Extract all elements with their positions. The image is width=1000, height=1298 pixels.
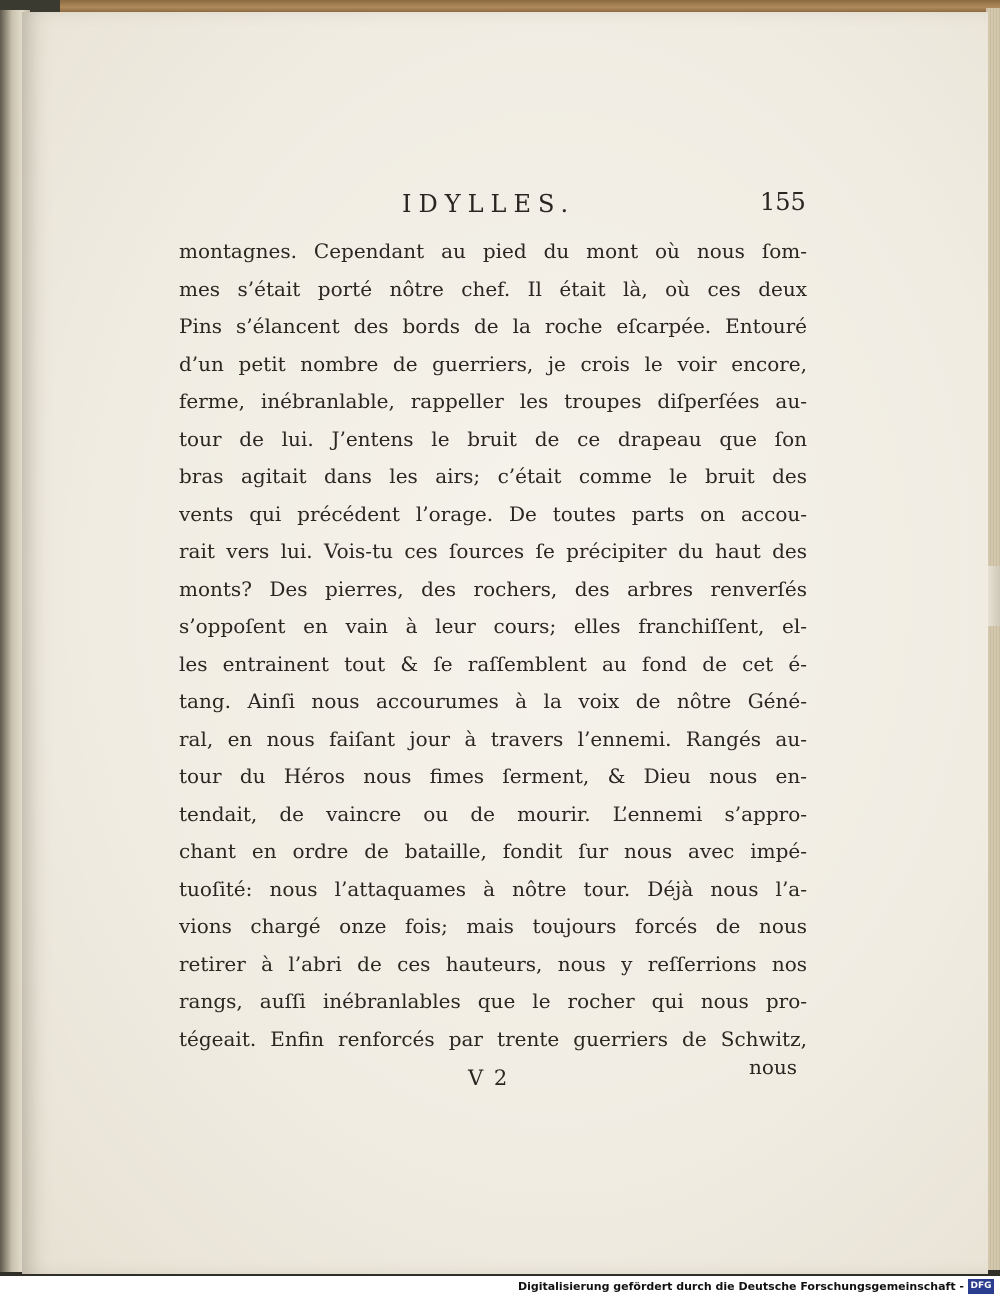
text-line: tour de lui. J’entens le bruit de ce drapeau que ſon (179, 426, 807, 451)
text-line: mes s’était porté nôtre chef. Il était là, où ces deux (179, 276, 807, 301)
text-line: chant en ordre de bataille, fondit ſur nous avec impé- (179, 839, 807, 863)
text-line: retirer à l’abri de ces hauteurs, nous y reſſerrions nos (179, 951, 807, 976)
text-line: tuoſité: nous l’attaquames à nôtre tour. Déjà nous l’a- (179, 876, 807, 901)
right-page-edges (986, 8, 1000, 1270)
running-head: IDYLLES. (402, 190, 576, 218)
text-line: tendait, de vaincre ou de mourir. L’ennemi s’appro- (179, 801, 807, 826)
body-text (179, 233, 807, 1058)
text-line: Pins s’élancent des bords de la roche eſcarpée. Entouré (179, 314, 807, 338)
text-line: bras agitait dans les airs; c’était comme le bruit des (179, 464, 807, 488)
text-line: tégeait. Enfin renforcés par trente guerriers de Schwitz, (179, 1026, 807, 1051)
text-line: rangs, auſſi inébranlables que le rocher qui nous pro- (179, 989, 807, 1013)
text-line: vents qui précédent l’orage. De toutes parts on accou- (179, 501, 807, 526)
signature-mark: V 2 (468, 1066, 510, 1090)
text-line: vions chargé onze fois; mais toujours forcés de nous (179, 914, 807, 938)
catchword: nous (749, 1055, 798, 1079)
text-line: tour du Héros nous fimes ſerment, & Dieu nous en- (179, 764, 807, 788)
text-line: s’oppoſent en vain à leur cours; elles franchiſſent, el- (179, 614, 807, 638)
text-line: ral, en nous faiſant jour à travers l’ennemi. Rangés au- (179, 726, 807, 751)
text-line: d’un petit nombre de guerriers, je crois le voir encore, (179, 351, 807, 376)
text-line: ferme, inébranlable, rappeller les troupes diſperſées au- (179, 389, 807, 413)
book-page (22, 12, 988, 1274)
text-line: les entrainent tout & ſe raſſemblent au fond de cet é- (179, 651, 807, 676)
text-line: rait vers lui. Vois-tu ces ſources ſe précipiter du haut des (179, 539, 807, 563)
dfg-logo-icon: DFG (968, 1279, 994, 1294)
text-line: monts? Des pierres, des rochers, des arbres renverſés (179, 576, 807, 601)
text-line: tang. Ainſi nous accourumes à la voix de nôtre Géné- (179, 689, 807, 713)
digitization-footer (0, 1276, 1000, 1298)
text-line: montagnes. Cependant au pied du mont où nous ſom- (179, 239, 807, 263)
page-number: 155 (760, 188, 806, 216)
funding-credit: Digitalisierung gefördert durch die Deutsche Forschungsgemeinschaft - (517, 1280, 964, 1293)
